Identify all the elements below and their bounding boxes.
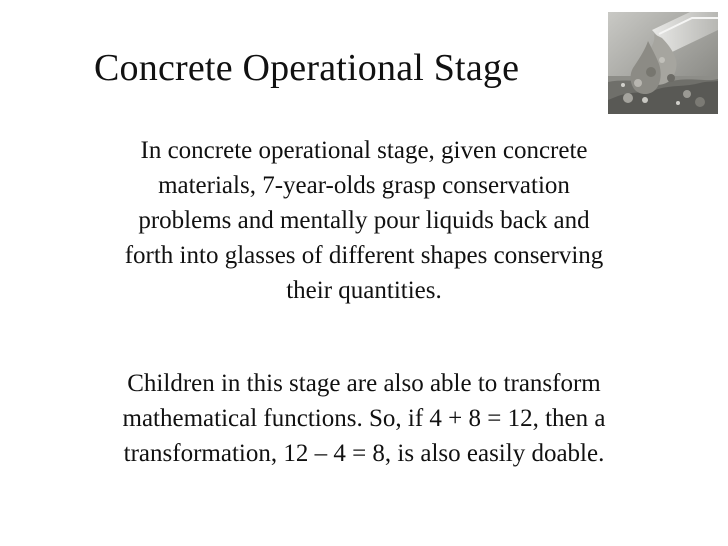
slide-title: Concrete Operational Stage (94, 47, 520, 89)
concrete-pouring-photo (608, 12, 718, 114)
concrete-pouring-image (608, 12, 718, 114)
paragraph-concrete-operational: In concrete operational stage, given concrete materials, 7-year-olds grasp conservation problems and mentally pour liquids back and forth into glasses of different shapes conserving their quantities. (124, 137, 604, 304)
paragraph-transformation-example: Children in this stage are also able to transform mathematical functions. So, if 4 + 8 = 12, then a transformation, 12 – 4 = 8, is also easily doable. (122, 370, 606, 467)
